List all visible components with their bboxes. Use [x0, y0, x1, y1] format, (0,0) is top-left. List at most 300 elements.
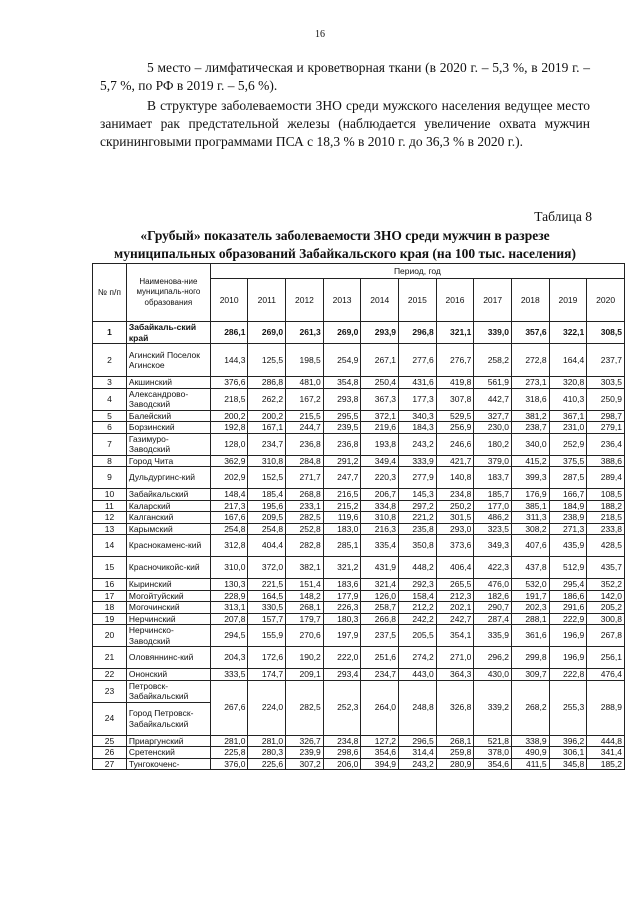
value-cell: 166,7	[549, 489, 587, 501]
value-cell: 437,8	[511, 557, 549, 579]
municipality-name: Тунгокоченс-	[126, 758, 210, 770]
value-cell: 212,2	[399, 602, 437, 614]
row-number: 27	[93, 758, 127, 770]
value-cell: 521,8	[474, 735, 512, 747]
municipality-name: Калганский	[126, 512, 210, 524]
value-cell: 219,6	[361, 422, 399, 434]
value-cell: 286,8	[248, 377, 286, 389]
table-row	[93, 467, 625, 489]
value-cell: 184,9	[549, 500, 587, 512]
value-cell: 382,1	[286, 557, 324, 579]
table-title: «Грубый» показатель заболеваемости ЗНО среди мужчин в разрезе муниципальных образований Забайкальского края (на 100 тыс. населения)	[114, 228, 576, 261]
value-cell: 172,6	[248, 647, 286, 669]
value-cell: 262,2	[248, 388, 286, 410]
value-cell: 130,3	[210, 579, 248, 591]
value-cell: 228,9	[210, 590, 248, 602]
value-cell: 242,7	[436, 613, 474, 625]
municipality-name: Кыринский	[126, 579, 210, 591]
table-row	[93, 602, 625, 614]
value-cell: 378,0	[474, 747, 512, 759]
table-row	[93, 625, 625, 647]
value-cell: 529,5	[436, 410, 474, 422]
value-cell: 255,3	[549, 680, 587, 735]
value-cell: 185,2	[587, 758, 625, 770]
value-cell: 279,1	[587, 422, 625, 434]
value-cell: 333,5	[210, 669, 248, 681]
value-cell: 196,9	[549, 625, 587, 647]
value-cell: 234,7	[248, 433, 286, 455]
value-cell: 197,9	[323, 625, 361, 647]
value-cell: 421,7	[436, 455, 474, 467]
value-cell: 261,3	[286, 322, 324, 344]
value-cell: 233,8	[587, 523, 625, 535]
value-cell: 334,8	[361, 500, 399, 512]
year-header: 2012	[286, 279, 324, 322]
value-cell: 476,4	[587, 669, 625, 681]
value-cell: 216,3	[361, 523, 399, 535]
value-cell: 221,2	[399, 512, 437, 524]
value-cell: 239,9	[286, 747, 324, 759]
value-cell: 301,5	[436, 512, 474, 524]
municipality-name: Нерчинский	[126, 613, 210, 625]
value-cell: 297,2	[399, 500, 437, 512]
header-number: № п/п	[93, 264, 127, 322]
value-cell: 271,0	[436, 647, 474, 669]
value-cell: 406,4	[436, 557, 474, 579]
row-number: 22	[93, 669, 127, 681]
value-cell: 264,0	[361, 680, 399, 735]
table-row	[93, 455, 625, 467]
value-cell: 349,4	[361, 455, 399, 467]
value-cell: 291,2	[323, 455, 361, 467]
value-cell: 367,3	[361, 388, 399, 410]
value-cell: 209,5	[248, 512, 286, 524]
value-cell: 108,5	[587, 489, 625, 501]
value-cell: 236,4	[587, 433, 625, 455]
value-cell: 207,8	[210, 613, 248, 625]
value-cell: 266,8	[361, 613, 399, 625]
row-number: 16	[93, 579, 127, 591]
municipality-name: Борзинский	[126, 422, 210, 434]
year-header: 2014	[361, 279, 399, 322]
municipality-name: Могойтуйский	[126, 590, 210, 602]
value-cell: 290,7	[474, 602, 512, 614]
value-cell: 431,9	[361, 557, 399, 579]
table-row	[93, 613, 625, 625]
year-header: 2011	[248, 279, 286, 322]
row-number: 18	[93, 602, 127, 614]
value-cell: 286,1	[210, 322, 248, 344]
value-cell: 218,5	[587, 512, 625, 524]
value-cell: 205,2	[587, 602, 625, 614]
value-cell: 308,2	[511, 523, 549, 535]
value-cell: 490,9	[511, 747, 549, 759]
value-cell: 289,4	[587, 467, 625, 489]
incidence-table	[92, 263, 625, 770]
value-cell: 481,0	[286, 377, 324, 389]
value-cell: 323,5	[474, 523, 512, 535]
value-cell: 339,0	[474, 322, 512, 344]
row-number: 20	[93, 625, 127, 647]
row-number: 7	[93, 433, 127, 455]
table-row	[93, 669, 625, 681]
value-cell: 215,2	[323, 500, 361, 512]
value-cell: 183,6	[323, 579, 361, 591]
value-cell: 236,8	[323, 433, 361, 455]
value-cell: 186,6	[549, 590, 587, 602]
row-number: 19	[93, 613, 127, 625]
value-cell: 177,0	[474, 500, 512, 512]
value-cell: 244,7	[286, 422, 324, 434]
value-cell: 220,3	[361, 467, 399, 489]
value-cell: 276,7	[436, 344, 474, 377]
value-cell: 144,3	[210, 344, 248, 377]
value-cell: 234,7	[361, 669, 399, 681]
row-number: 15	[93, 557, 127, 579]
value-cell: 330,5	[248, 602, 286, 614]
value-cell: 407,6	[511, 535, 549, 557]
value-cell: 338,9	[511, 735, 549, 747]
value-cell: 252,3	[323, 680, 361, 735]
table-label: Таблица 8	[534, 209, 592, 224]
municipality-name: Ононский	[126, 669, 210, 681]
value-cell: 221,5	[248, 579, 286, 591]
value-cell: 419,8	[436, 377, 474, 389]
value-cell: 350,8	[399, 535, 437, 557]
value-cell: 284,8	[286, 455, 324, 467]
municipality-name: Краснокаменс-кий	[126, 535, 210, 557]
municipality-name: Нерчинско-Заводский	[126, 625, 210, 647]
value-cell: 258,7	[361, 602, 399, 614]
row-number: 24	[93, 702, 127, 735]
value-cell: 185,4	[248, 489, 286, 501]
value-cell: 340,0	[511, 433, 549, 455]
value-cell: 231,0	[549, 422, 587, 434]
value-cell: 274,2	[399, 647, 437, 669]
value-cell: 226,3	[323, 602, 361, 614]
value-cell: 281,0	[210, 735, 248, 747]
value-cell: 354,6	[474, 758, 512, 770]
table-row	[93, 758, 625, 770]
value-cell: 561,9	[474, 377, 512, 389]
value-cell: 157,7	[248, 613, 286, 625]
value-cell: 225,8	[210, 747, 248, 759]
value-cell: 236,8	[286, 433, 324, 455]
value-cell: 250,2	[436, 500, 474, 512]
value-cell: 267,6	[210, 680, 248, 735]
value-cell: 307,2	[286, 758, 324, 770]
value-cell: 268,2	[511, 680, 549, 735]
value-cell: 335,4	[361, 535, 399, 557]
value-cell: 321,1	[436, 322, 474, 344]
value-cell: 271,7	[286, 467, 324, 489]
value-cell: 167,1	[248, 422, 286, 434]
row-number: 8	[93, 455, 127, 467]
row-number: 6	[93, 422, 127, 434]
value-cell: 312,8	[210, 535, 248, 557]
value-cell: 372,0	[248, 557, 286, 579]
value-cell: 119,6	[323, 512, 361, 524]
value-cell: 204,3	[210, 647, 248, 669]
value-cell: 179,7	[286, 613, 324, 625]
value-cell: 270,6	[286, 625, 324, 647]
paragraph-1: 5 место – лимфатическая и кроветворная ткани (в 2020 г. – 5,3 %, в 2019 г. – 5,7 %, по РФ в 2019 г. – 5,6 %).	[100, 60, 590, 93]
value-cell: 202,9	[210, 467, 248, 489]
value-cell: 291,6	[549, 602, 587, 614]
table-row	[93, 680, 625, 702]
value-cell: 300,8	[587, 613, 625, 625]
value-cell: 428,5	[587, 535, 625, 557]
value-cell: 476,0	[474, 579, 512, 591]
value-cell: 296,5	[399, 735, 437, 747]
value-cell: 396,2	[549, 735, 587, 747]
value-cell: 218,5	[210, 388, 248, 410]
value-cell: 151,4	[286, 579, 324, 591]
value-cell: 243,2	[399, 758, 437, 770]
value-cell: 237,7	[587, 344, 625, 377]
value-cell: 339,2	[474, 680, 512, 735]
value-cell: 321,2	[323, 557, 361, 579]
value-cell: 269,0	[323, 322, 361, 344]
value-cell: 234,8	[323, 735, 361, 747]
value-cell: 281,0	[248, 735, 286, 747]
municipality-name: Дульдургинс-кий	[126, 467, 210, 489]
value-cell: 288,9	[587, 680, 625, 735]
row-number: 4	[93, 388, 127, 410]
table-row	[93, 579, 625, 591]
value-cell: 422,3	[474, 557, 512, 579]
value-cell: 212,3	[436, 590, 474, 602]
value-cell: 293,8	[323, 388, 361, 410]
municipality-name: Город Петровск-Забайкальский	[126, 702, 210, 735]
value-cell: 185,7	[474, 489, 512, 501]
row-number: 1	[93, 322, 127, 344]
year-header: 2020	[587, 279, 625, 322]
value-cell: 293,4	[323, 669, 361, 681]
value-cell: 225,6	[248, 758, 286, 770]
value-cell: 308,5	[587, 322, 625, 344]
row-number: 11	[93, 500, 127, 512]
value-cell: 388,6	[587, 455, 625, 467]
value-cell: 237,5	[361, 625, 399, 647]
value-cell: 277,9	[399, 467, 437, 489]
table-row	[93, 590, 625, 602]
row-number: 23	[93, 680, 127, 702]
value-cell: 148,2	[286, 590, 324, 602]
value-cell: 128,0	[210, 433, 248, 455]
municipality-name: Сретенский	[126, 747, 210, 759]
table-row	[93, 422, 625, 434]
value-cell: 248,8	[399, 680, 437, 735]
value-cell: 250,4	[361, 377, 399, 389]
value-cell: 152,5	[248, 467, 286, 489]
table-row	[93, 512, 625, 524]
value-cell: 202,1	[436, 602, 474, 614]
value-cell: 340,3	[399, 410, 437, 422]
value-cell: 295,4	[549, 579, 587, 591]
table-row	[93, 557, 625, 579]
value-cell: 326,8	[436, 680, 474, 735]
value-cell: 431,6	[399, 377, 437, 389]
value-cell: 287,4	[474, 613, 512, 625]
value-cell: 256,1	[587, 647, 625, 669]
municipality-name: Красночикойс-кий	[126, 557, 210, 579]
value-cell: 307,8	[436, 388, 474, 410]
value-cell: 195,6	[248, 500, 286, 512]
value-cell: 183,7	[474, 467, 512, 489]
year-header: 2010	[210, 279, 248, 322]
value-cell: 184,3	[399, 422, 437, 434]
table-row	[93, 410, 625, 422]
value-cell: 287,5	[549, 467, 587, 489]
value-cell: 314,4	[399, 747, 437, 759]
value-cell: 265,5	[436, 579, 474, 591]
value-cell: 486,2	[474, 512, 512, 524]
table-row	[93, 735, 625, 747]
municipality-name: Забайкаль-ский край	[126, 322, 210, 344]
row-number: 26	[93, 747, 127, 759]
value-cell: 532,0	[511, 579, 549, 591]
row-number: 14	[93, 535, 127, 557]
year-header: 2015	[399, 279, 437, 322]
value-cell: 180,2	[474, 433, 512, 455]
value-cell: 272,8	[511, 344, 549, 377]
municipality-name: Оловяннинс-кий	[126, 647, 210, 669]
value-cell: 191,7	[511, 590, 549, 602]
value-cell: 174,7	[248, 669, 286, 681]
value-cell: 235,8	[399, 523, 437, 535]
value-cell: 293,9	[361, 322, 399, 344]
value-cell: 251,6	[361, 647, 399, 669]
value-cell: 354,8	[323, 377, 361, 389]
value-cell: 200,2	[248, 410, 286, 422]
value-cell: 125,5	[248, 344, 286, 377]
value-cell: 167,6	[210, 512, 248, 524]
value-cell: 357,6	[511, 322, 549, 344]
value-cell: 252,9	[549, 433, 587, 455]
value-cell: 294,5	[210, 625, 248, 647]
value-cell: 326,7	[286, 735, 324, 747]
value-cell: 296,2	[474, 647, 512, 669]
value-cell: 233,1	[286, 500, 324, 512]
table-row	[93, 388, 625, 410]
value-cell: 399,3	[511, 467, 549, 489]
table-row	[93, 500, 625, 512]
value-cell: 259,8	[436, 747, 474, 759]
value-cell: 176,9	[511, 489, 549, 501]
value-cell: 352,2	[587, 579, 625, 591]
value-cell: 271,3	[549, 523, 587, 535]
municipality-name: Акшинский	[126, 377, 210, 389]
value-cell: 200,2	[210, 410, 248, 422]
value-cell: 354,6	[361, 747, 399, 759]
table-row	[93, 344, 625, 377]
value-cell: 205,5	[399, 625, 437, 647]
municipality-name: Карымский	[126, 523, 210, 535]
table-row	[93, 433, 625, 455]
value-cell: 341,4	[587, 747, 625, 759]
value-cell: 320,8	[549, 377, 587, 389]
value-cell: 188,2	[587, 500, 625, 512]
value-cell: 310,8	[248, 455, 286, 467]
value-cell: 298,6	[323, 747, 361, 759]
value-cell: 379,0	[474, 455, 512, 467]
municipality-name: Балейский	[126, 410, 210, 422]
value-cell: 404,4	[248, 535, 286, 557]
value-cell: 310,8	[361, 512, 399, 524]
municipality-name: Могочинский	[126, 602, 210, 614]
value-cell: 349,3	[474, 535, 512, 557]
year-header: 2018	[511, 279, 549, 322]
value-cell: 254,8	[248, 523, 286, 535]
value-cell: 280,3	[248, 747, 286, 759]
value-cell: 252,8	[286, 523, 324, 535]
table-row	[93, 322, 625, 344]
value-cell: 224,0	[248, 680, 286, 735]
value-cell: 148,4	[210, 489, 248, 501]
value-cell: 177,9	[323, 590, 361, 602]
value-cell: 376,0	[210, 758, 248, 770]
value-cell: 361,6	[511, 625, 549, 647]
value-cell: 216,5	[323, 489, 361, 501]
table-row	[93, 377, 625, 389]
value-cell: 296,8	[399, 322, 437, 344]
value-cell: 196,9	[549, 647, 587, 669]
header-period: Период, год	[210, 264, 624, 279]
paragraph-2: В структуре заболеваемости ЗНО среди мужского населения ведущее место занимает рак предстательной железы (наблюдается увеличение охвата мужчин скрининговыми программами ПСА с 18,3 % в 2010 г. до 36,3 % в 2020 г.).	[100, 98, 590, 149]
year-header: 2017	[474, 279, 512, 322]
value-cell: 333,9	[399, 455, 437, 467]
value-cell: 238,9	[549, 512, 587, 524]
value-cell: 158,4	[399, 590, 437, 602]
value-cell: 142,0	[587, 590, 625, 602]
value-cell: 239,5	[323, 422, 361, 434]
year-header: 2016	[436, 279, 474, 322]
value-cell: 192,8	[210, 422, 248, 434]
value-cell: 238,7	[511, 422, 549, 434]
value-cell: 234,8	[436, 489, 474, 501]
value-cell: 247,7	[323, 467, 361, 489]
value-cell: 288,1	[511, 613, 549, 625]
value-cell: 198,5	[286, 344, 324, 377]
value-cell: 222,0	[323, 647, 361, 669]
value-cell: 273,1	[511, 377, 549, 389]
row-number: 25	[93, 735, 127, 747]
year-header: 2013	[323, 279, 361, 322]
value-cell: 376,6	[210, 377, 248, 389]
value-cell: 381,2	[511, 410, 549, 422]
row-number: 3	[93, 377, 127, 389]
value-cell: 183,0	[323, 523, 361, 535]
header-name: Наименова-ние муниципаль-ного образования	[126, 264, 210, 322]
value-cell: 311,3	[511, 512, 549, 524]
value-cell: 268,1	[436, 735, 474, 747]
value-cell: 327,7	[474, 410, 512, 422]
value-cell: 193,8	[361, 433, 399, 455]
value-cell: 372,1	[361, 410, 399, 422]
value-cell: 298,7	[587, 410, 625, 422]
value-cell: 222,9	[549, 613, 587, 625]
value-cell: 309,7	[511, 669, 549, 681]
value-cell: 282,5	[286, 680, 324, 735]
value-cell: 345,8	[549, 758, 587, 770]
value-cell: 268,1	[286, 602, 324, 614]
municipality-name: Забайкальский	[126, 489, 210, 501]
municipality-name: Приаргунский	[126, 735, 210, 747]
value-cell: 303,5	[587, 377, 625, 389]
value-cell: 394,9	[361, 758, 399, 770]
value-cell: 385,1	[511, 500, 549, 512]
